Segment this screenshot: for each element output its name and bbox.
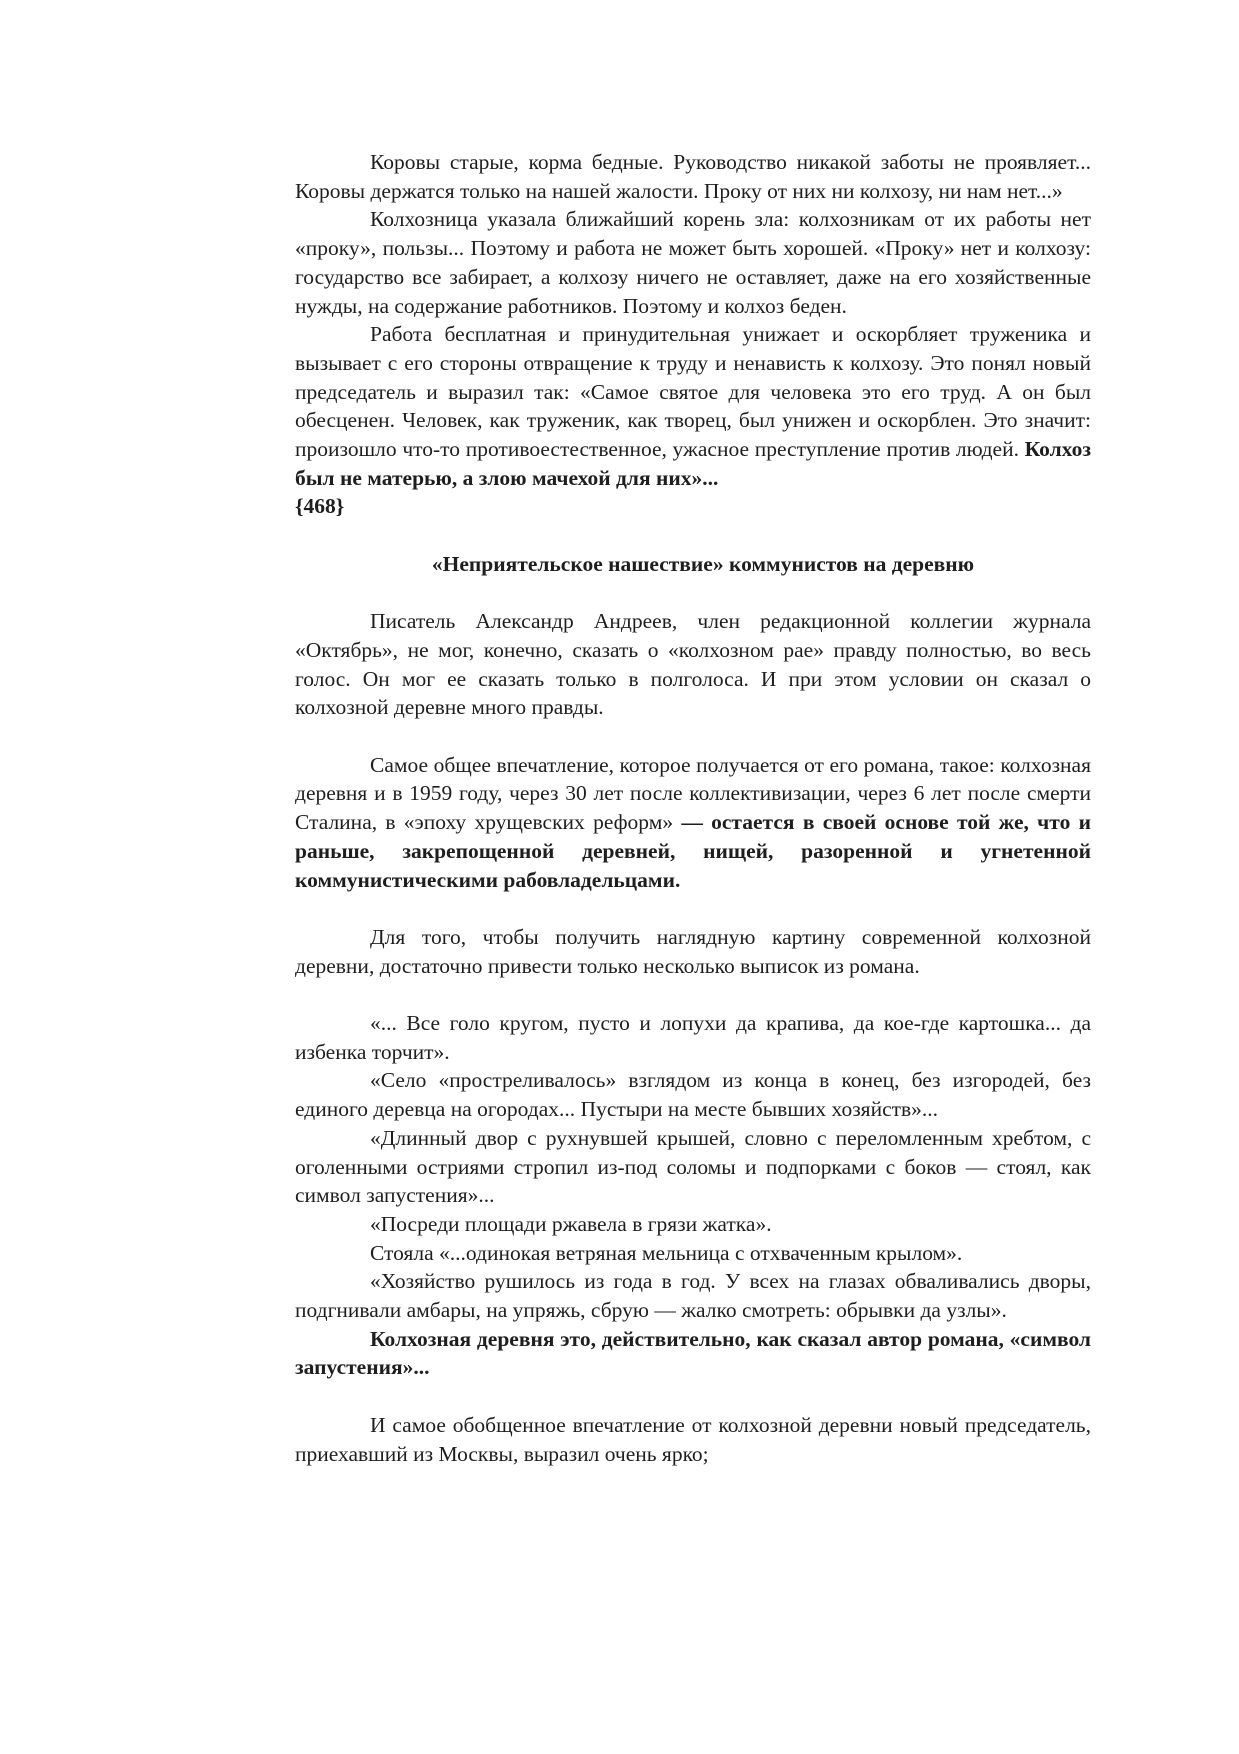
paragraph-general-impression-bold: — остается в своей основе той же, что и раньше, закрепощенной деревней, нищей, разоренной и угнетенной коммунистическими рабовладельцами.	[295, 810, 1091, 892]
quote-item: Стояла «...одинокая ветряная мельница с отхваченным крылом».	[370, 1240, 963, 1265]
quote-item: «Село «простреливалось» взглядом из конца в конец, без изгородей, без единого деревца на огородах... Пустыри на месте бывших хозяйств»...	[295, 1068, 1091, 1122]
paragraph-forced-labor-bold: Колхоз был не матерью, а злою мачехой для них»...	[295, 437, 1091, 490]
quote-item: «Хозяйство рушилось из года в год. У всех на глазах обваливались дворы, подгнивали амбары, на упряжь, сбрую — жалко смотреть: обрывки да узлы».	[295, 1269, 1091, 1323]
paragraph-writer-andreev: Писатель Александр Андреев, член редакционной коллегии журнала «Октябрь», не мог, конечно, сказать о «колхозном рае» правду полностью, во весь голос. Он мог ее сказать только в полголоса. И при этом условии он сказал о колхозной деревне много правды.	[295, 609, 1091, 720]
quote-item: «Длинный двор с рухнувшей крышей, словно с переломленным хребтом, с оголенными остриями стропил из-под соломы и подпорками с боков — стоял, как символ запустения»...	[295, 1125, 1091, 1208]
document-page	[295, 148, 1091, 1468]
paragraph-forced-labor	[295, 320, 1091, 492]
paragraph-root-of-evil: Колхозница указала ближайший корень зла: колхозникам от их работы нет «проку», пользы... Поэтому и работа не может быть хорошей. «Проку» нет и колхозу: государство все забирает, а колхозу ничего не оставляет, даже на его хозяйственные нужды, на содержание работников. Поэтому и колхоз беден.	[295, 207, 1091, 318]
paragraph-general-impression	[295, 751, 1091, 895]
page-number-marker: {468}	[295, 494, 345, 519]
quotes-list	[295, 1009, 1091, 1325]
quotes-conclusion: Колхозная деревня это, действительно, как сказал автор романа, «символ запустения»...	[295, 1326, 1091, 1380]
paragraph-cows: Коровы старые, корма бедные. Руководство никакой заботы не проявляет... Коровы держатся только на нашей жалости. Проку от них ни колхозу, ни нам нет...»	[295, 150, 1091, 203]
paragraph-general-impression-text: Самое общее впечатление, которое получается от его романа, такое: колхозная деревня и в 1959 году, через 30 лет после коллективизации, через 6 лет после смерти Сталина, в «эпоху хрущевских реформ»	[295, 752, 1091, 835]
quote-item: «Посреди площади ржавела в грязи жатка».	[370, 1211, 772, 1236]
paragraph-excerpts-intro: Для того, чтобы получить наглядную картину современной колхозной деревни, достаточно привести только несколько выписок из романа.	[295, 924, 1091, 978]
paragraph-last: И самое обобщенное впечатление от колхозной деревни новый председатель, приехавший из Москвы, выразил очень ярко;	[295, 1412, 1091, 1466]
quote-item: «... Все голо кругом, пусто и лопухи да крапива, да кое-где картошка... да избенка торчит».	[295, 1011, 1091, 1064]
paragraph-forced-labor-text: Работа бесплатная и принудительная унижает и оскорбляет труженика и вызывает с его стороны отвращение к труду и ненависть к колхозу. Это понял новый председатель и выразил так: «Самое святое для человека это его труд. А он был обесценен. Человек, как труженик, как творец, был унижен и оскорблен. Это значит: произошло что-то противоестественное, ужасное преступление против людей.	[295, 322, 1091, 462]
section-heading: «Неприятельское нашествие» коммунистов на деревню	[431, 551, 975, 576]
